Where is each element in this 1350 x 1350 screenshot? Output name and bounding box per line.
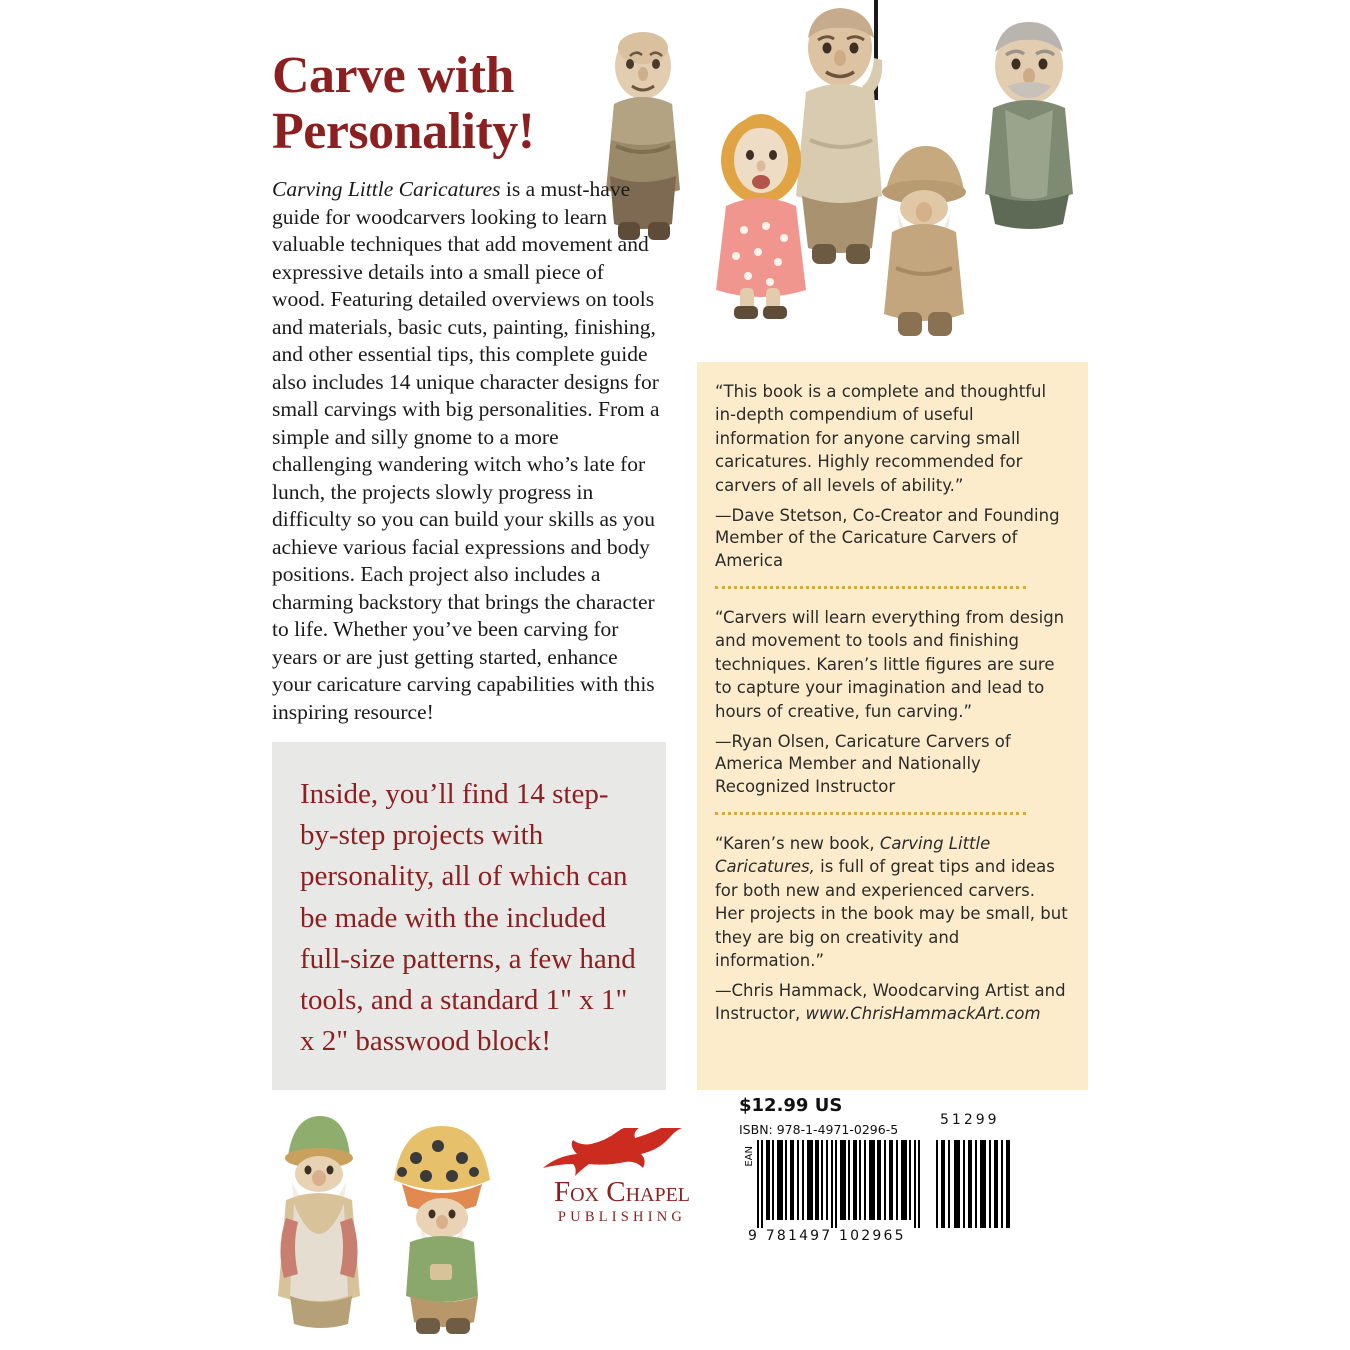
book-description-text: is a must-have guide for woodcarvers looking to learn valuable techniques that add movement and expressive details into a small piece of wood. Featuring detailed overviews on tools and materials, basic cuts, painting, finishing, and other essential tips, this complete guide also includes 14 unique character designs for small carvings with big personalities. From a simple and silly gnome to a more challenging wandering witch who’s late for lunch, the projects slowly progress in difficulty so you can build your skills as you achieve various facial expressions and body positions. Each project also includes a charming backstory that brings the character to life. Whether you’ve been carving for years or are just getting started, enhance your caricature carving capabilities with this inspiring resource! (272, 177, 660, 724)
inside-highlight-text: Inside, you’ll find 14 step-by-step projects with personality, all of which can be made with the included full-size patterns, a few hand tools, and a standard 1" x 1" x 2" basswood block! (300, 778, 636, 1058)
quote-separator (715, 586, 1026, 592)
page-title (272, 48, 692, 159)
figurine-gnome-with-hat (872, 134, 977, 349)
book-title-italic: Carving Little Caricatures (272, 177, 501, 201)
testimonials-box (697, 362, 1088, 1090)
publisher-name: Fox Chapel (553, 1176, 691, 1208)
quote-3-text-before: “Karen’s new book, (715, 833, 880, 853)
quote-3-text-after: is full of great tips and ideas for both new and experienced carvers. Her projects in the book may be small, but they are big on creativity and information.” (715, 857, 1068, 970)
headline-line-2: Personality! (272, 102, 535, 160)
barcode-number: 9 781497 102965 (748, 1228, 906, 1244)
ean-label: EAN (744, 1146, 755, 1167)
figurine-girl-in-pink-dress (706, 110, 816, 325)
barcode-addon (936, 1140, 1012, 1228)
barcode-addon-number: 51299 (940, 1112, 1000, 1128)
figurine-gray-haired-man (975, 18, 1085, 238)
book-description (272, 176, 662, 726)
quote-3-title-italic: Carving Little Caricatures, (715, 833, 991, 877)
isbn-label: ISBN: 978-1-4971-0296-5 (739, 1122, 899, 1137)
barcode (757, 1140, 925, 1228)
quote-2-text: “Carvers will learn everything from design and movement to tools and finishing techniques. Karen’s little figures are sure to capture your imagination and lead to hours of creative, fun carving.” (715, 607, 1065, 721)
quote-separator (715, 812, 1026, 818)
quote-3-attribution (715, 980, 1068, 1025)
figurine-santa-gnome (264, 1108, 374, 1338)
inside-highlight-box (272, 742, 666, 1090)
running-fox-icon (537, 1128, 707, 1176)
quote-3-attrib-url: www.ChrisHammackArt.com (805, 1003, 1041, 1023)
quote-2-attribution: —Ryan Olsen, Caricature Carvers of America Member and Nationally Recognized Instructor (715, 732, 1011, 796)
figurine-mushroom-gnome (386, 1118, 498, 1343)
price-label: $12.99 US (739, 1095, 843, 1116)
publisher-logo (527, 1128, 717, 1226)
publisher-subtitle: PUBLISHING (557, 1209, 687, 1225)
headline-line-1: Carve with (272, 47, 514, 104)
quote-3-text (715, 832, 1068, 973)
quote-1-attribution: —Dave Stetson, Co-Creator and Founding Member of the Caricature Carvers of America (715, 506, 1060, 570)
quote-3-attrib-before: —Chris Hammack, Woodcarving Artist and Instructor, (715, 981, 1066, 1023)
quote-1-text: “This book is a complete and thoughtful in-depth compendium of useful information for anyone carving small caricatures. Highly recommended for carvers of all levels of ability.” (715, 382, 1047, 495)
